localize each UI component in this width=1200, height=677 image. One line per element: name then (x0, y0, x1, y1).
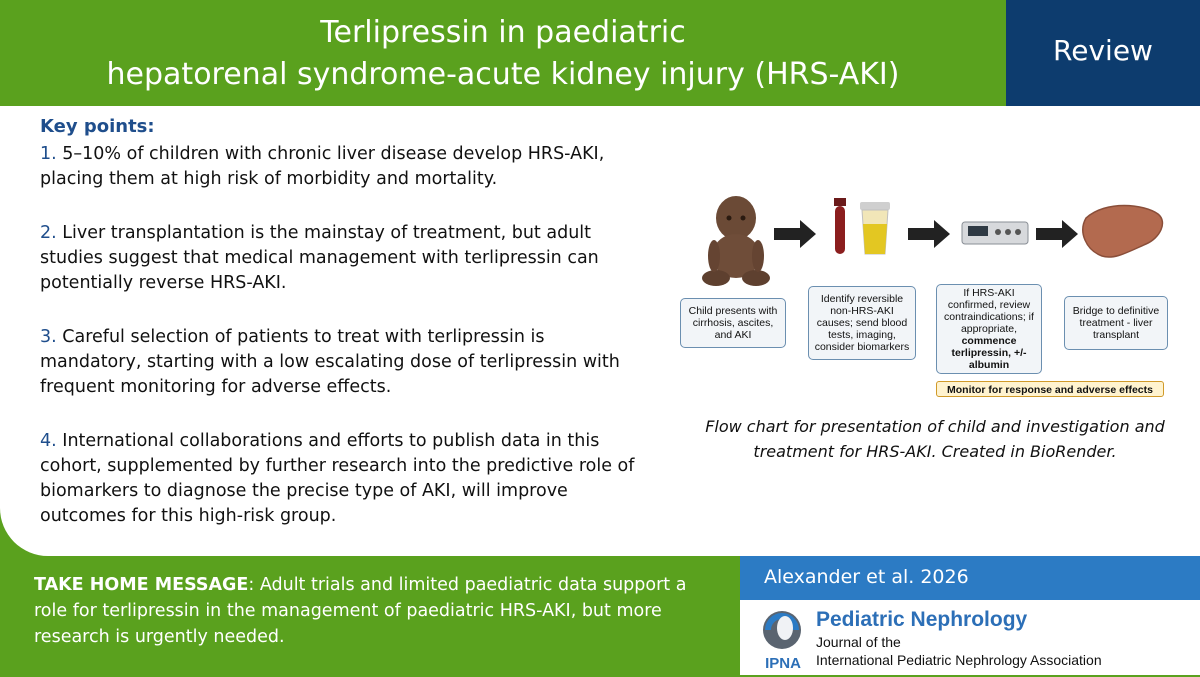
key-point-number: 3. (40, 327, 57, 347)
key-point-text: 5–10% of children with chronic liver disease develop HRS-AKI, placing them at high risk of morbidity and mortality. (40, 144, 605, 189)
key-point-number: 1. (40, 144, 57, 164)
key-point-text: Liver transplantation is the mainstay of treatment, but adult studies suggest that medical management with terlipressin can potentially reverse HRS-AKI. (40, 223, 599, 293)
key-point (40, 429, 650, 529)
review-badge (1006, 0, 1200, 106)
key-point (40, 142, 650, 192)
take-home-text: : Adult trials and limited paediatric data support a role for terlipressin in the management of paediatric HRS-AKI, but more research is urgently needed. (34, 575, 687, 647)
flow-step-1: Child presents with cirrhosis, ascites, and AKI (680, 298, 786, 348)
urine-cup-icon (860, 202, 890, 254)
key-point (40, 325, 650, 400)
baby-icon (702, 196, 770, 286)
journal-branding (740, 600, 1200, 675)
flow-step-3-text: If HRS-AKI confirmed, review contraindications; if appropriate, (944, 287, 1034, 335)
journal-subtitle-1: Journal of the (816, 634, 901, 650)
key-point-number: 4. (40, 431, 57, 451)
arrow-right-icon (774, 220, 816, 248)
figure-caption: Flow chart for presentation of child and investigation and treatment for HRS-AKI. Created in BioRender. (705, 417, 1165, 461)
journal-name: Pediatric Nephrology (816, 608, 1028, 631)
arrow-right-icon (1036, 220, 1078, 248)
take-home-section (0, 556, 740, 675)
flow-step-4: Bridge to definitive treatment - liver transplant (1064, 296, 1168, 350)
key-point-text: Careful selection of patients to treat with terlipressin is mandatory, starting with a low escalating dose of terlipressin with frequent monitoring for adverse effects. (40, 327, 620, 397)
arrow-right-icon (908, 220, 950, 248)
blood-tube-icon (834, 198, 846, 254)
flow-step-3-emphasis: commence terlipressin, +/- albumin (951, 335, 1027, 371)
header-banner (0, 0, 1006, 106)
citation-banner (740, 556, 1200, 600)
key-point (40, 221, 650, 296)
key-point-number: 2. (40, 223, 57, 243)
flow-step-3 (936, 284, 1042, 374)
key-points-heading: Key points: (40, 116, 155, 137)
take-home-message (34, 572, 714, 650)
infusion-pump-icon (962, 222, 1028, 244)
title-line-2: hepatorenal syndrome-acute kidney injury (HRS-AKI) (106, 57, 900, 92)
ipna-logo-text: IPNA (765, 655, 801, 672)
flow-chart (676, 178, 1176, 404)
take-home-label: TAKE HOME MESSAGE (34, 575, 249, 595)
monitor-bar: Monitor for response and adverse effects (936, 381, 1164, 397)
journal-subtitle-2: International Pediatric Nephrology Association (816, 652, 1102, 668)
title-line-1: Terlipressin in paediatric (320, 15, 686, 50)
author-citation: Alexander et al. 2026 (764, 566, 969, 588)
liver-icon (1083, 206, 1163, 258)
page-title (0, 12, 1006, 96)
key-points-list (40, 142, 650, 558)
ipna-logo (758, 606, 808, 672)
key-point-text: International collaborations and efforts to publish data in this cohort, supplemented by further research into the predictive role of biomarkers to diagnose the precise type of AKI, will improve outcomes for this high-risk group. (40, 431, 635, 526)
content-panel (0, 106, 1200, 556)
review-label: Review (1053, 34, 1153, 67)
flow-step-2: Identify reversible non-HRS-AKI causes; send blood tests, imaging, consider biomarkers (808, 286, 916, 360)
